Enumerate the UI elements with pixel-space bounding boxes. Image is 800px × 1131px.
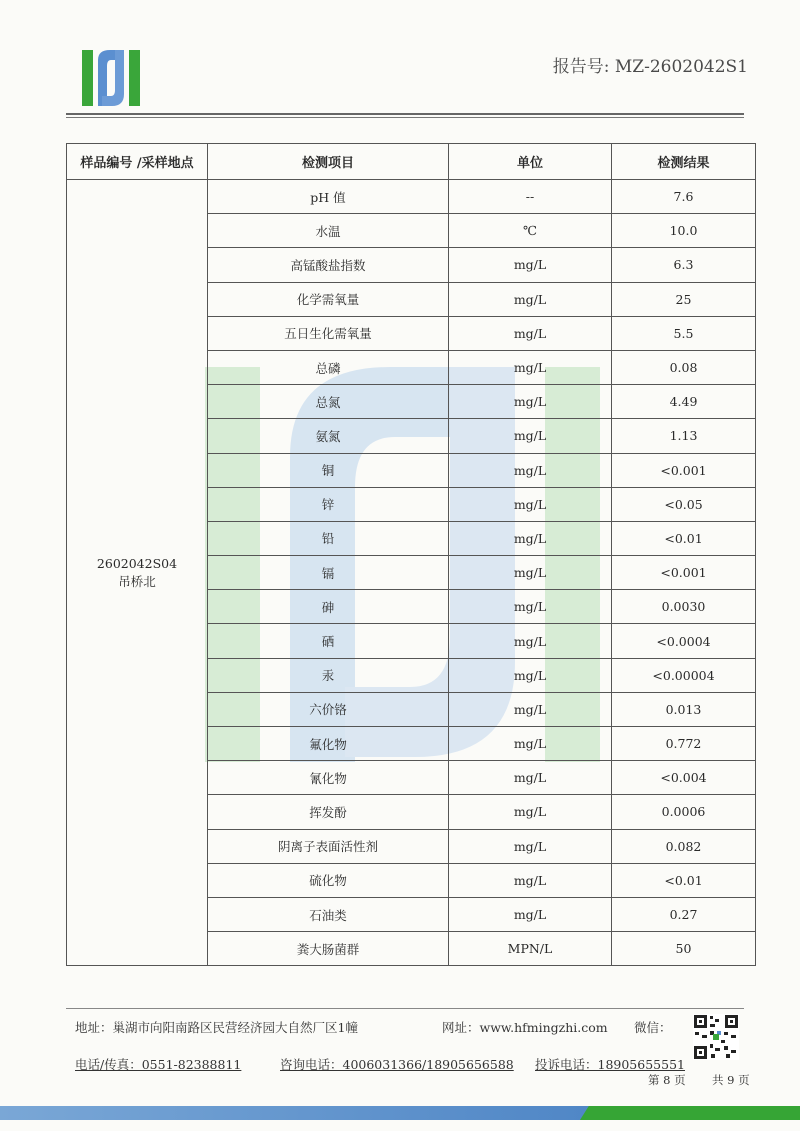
cell-result: 6.3 [612, 248, 756, 282]
cell-unit: mg/L [449, 795, 612, 829]
cell-unit: mg/L [449, 350, 612, 384]
cell-item: 六价铬 [208, 692, 449, 726]
cell-result: 0.27 [612, 897, 756, 931]
footer-website: 网址：www.hfmingzhi.com [442, 1020, 608, 1035]
cell-unit: mg/L [449, 624, 612, 658]
cell-unit: mg/L [449, 487, 612, 521]
cell-unit: mg/L [449, 863, 612, 897]
wechat-qr-code [693, 1014, 739, 1060]
page-total: 共 9 页 [712, 1073, 750, 1087]
footer-address: 地址：巢湖市向阳南路区民营经济园大自然厂区1幢 [75, 1020, 358, 1035]
cell-result: 0.0030 [612, 590, 756, 624]
cell-result: 5.5 [612, 316, 756, 350]
cell-result: 4.49 [612, 385, 756, 419]
cell-item: 氨氮 [208, 419, 449, 453]
cell-item: 水温 [208, 214, 449, 248]
cell-item: 总磷 [208, 350, 449, 384]
cell-item: 砷 [208, 590, 449, 624]
header-rule [66, 113, 744, 115]
cell-item: 硫化物 [208, 863, 449, 897]
cell-result: <0.00004 [612, 658, 756, 692]
cell-result: 0.0006 [612, 795, 756, 829]
footer-blue-band [0, 1106, 600, 1120]
cell-result: <0.01 [612, 863, 756, 897]
cell-result: 0.08 [612, 350, 756, 384]
cell-result: 50 [612, 932, 756, 966]
cell-result: <0.001 [612, 453, 756, 487]
cell-unit: mg/L [449, 385, 612, 419]
header-rule-thin [66, 117, 744, 118]
cell-unit: mg/L [449, 727, 612, 761]
cell-item: 汞 [208, 658, 449, 692]
cell-result: 25 [612, 282, 756, 316]
cell-item: 氟化物 [208, 727, 449, 761]
table-row [67, 180, 756, 214]
cell-unit: mg/L [449, 521, 612, 555]
cell-item: 锌 [208, 487, 449, 521]
cell-unit: mg/L [449, 556, 612, 590]
footer-wechat: 微信： [634, 1020, 672, 1035]
cell-item: 高锰酸盐指数 [208, 248, 449, 282]
footer-phone: 电话/传真：0551-82388811 [75, 1057, 242, 1072]
cell-unit: mg/L [449, 829, 612, 863]
cell-item: 粪大肠菌群 [208, 932, 449, 966]
report-number: 报告号: MZ-2602042S1 [552, 57, 748, 77]
cell-unit: mg/L [449, 692, 612, 726]
company-logo [80, 46, 142, 110]
cell-item: 氰化物 [208, 761, 449, 795]
footer-complaint: 投诉电话：18905655551 [535, 1057, 685, 1072]
cell-unit: -- [449, 180, 612, 214]
cell-item: 石油类 [208, 897, 449, 931]
cell-item: 五日生化需氧量 [208, 316, 449, 350]
cell-result: 7.6 [612, 180, 756, 214]
sample-location: 吊桥北 [118, 573, 156, 589]
cell-item: 阴离子表面活性剂 [208, 829, 449, 863]
table-header-row [67, 144, 756, 180]
cell-result: 0.013 [612, 692, 756, 726]
cell-result: 10.0 [612, 214, 756, 248]
cell-item: 硒 [208, 624, 449, 658]
cell-result: <0.05 [612, 487, 756, 521]
cell-result: <0.001 [612, 556, 756, 590]
footer-consult: 咨询电话：4006031366/18905656588 [280, 1057, 514, 1072]
cell-unit: mg/L [449, 419, 612, 453]
header-result: 检测结果 [612, 144, 756, 180]
cell-unit: mg/L [449, 761, 612, 795]
cell-item: 镉 [208, 556, 449, 590]
cell-item: 铜 [208, 453, 449, 487]
test-results-table [66, 143, 756, 966]
cell-item: 挥发酚 [208, 795, 449, 829]
cell-result: <0.004 [612, 761, 756, 795]
footer-rule [66, 1008, 744, 1009]
sample-id: 2602042S04 [96, 555, 178, 571]
cell-unit: mg/L [449, 453, 612, 487]
cell-item: 化学需氧量 [208, 282, 449, 316]
cell-unit: mg/L [449, 316, 612, 350]
cell-unit: mg/L [449, 658, 612, 692]
cell-unit: ℃ [449, 214, 612, 248]
cell-unit: MPN/L [449, 932, 612, 966]
cell-unit: mg/L [449, 590, 612, 624]
footer-green-band [580, 1106, 800, 1120]
cell-result: 0.082 [612, 829, 756, 863]
header-sample: 样品编号 /采样地点 [67, 144, 208, 180]
cell-unit: mg/L [449, 282, 612, 316]
cell-item: 铅 [208, 521, 449, 555]
cell-result: <0.01 [612, 521, 756, 555]
cell-unit: mg/L [449, 897, 612, 931]
header-item: 检测项目 [208, 144, 449, 180]
cell-item: 总氮 [208, 385, 449, 419]
table-body [67, 180, 756, 966]
cell-unit: mg/L [449, 248, 612, 282]
cell-result: 0.772 [612, 727, 756, 761]
page-number: 第 8 页 [648, 1073, 686, 1087]
cell-item: pH 值 [208, 180, 449, 214]
cell-result: 1.13 [612, 419, 756, 453]
header-unit: 单位 [449, 144, 612, 180]
cell-result: <0.0004 [612, 624, 756, 658]
sample-cell [67, 180, 208, 966]
